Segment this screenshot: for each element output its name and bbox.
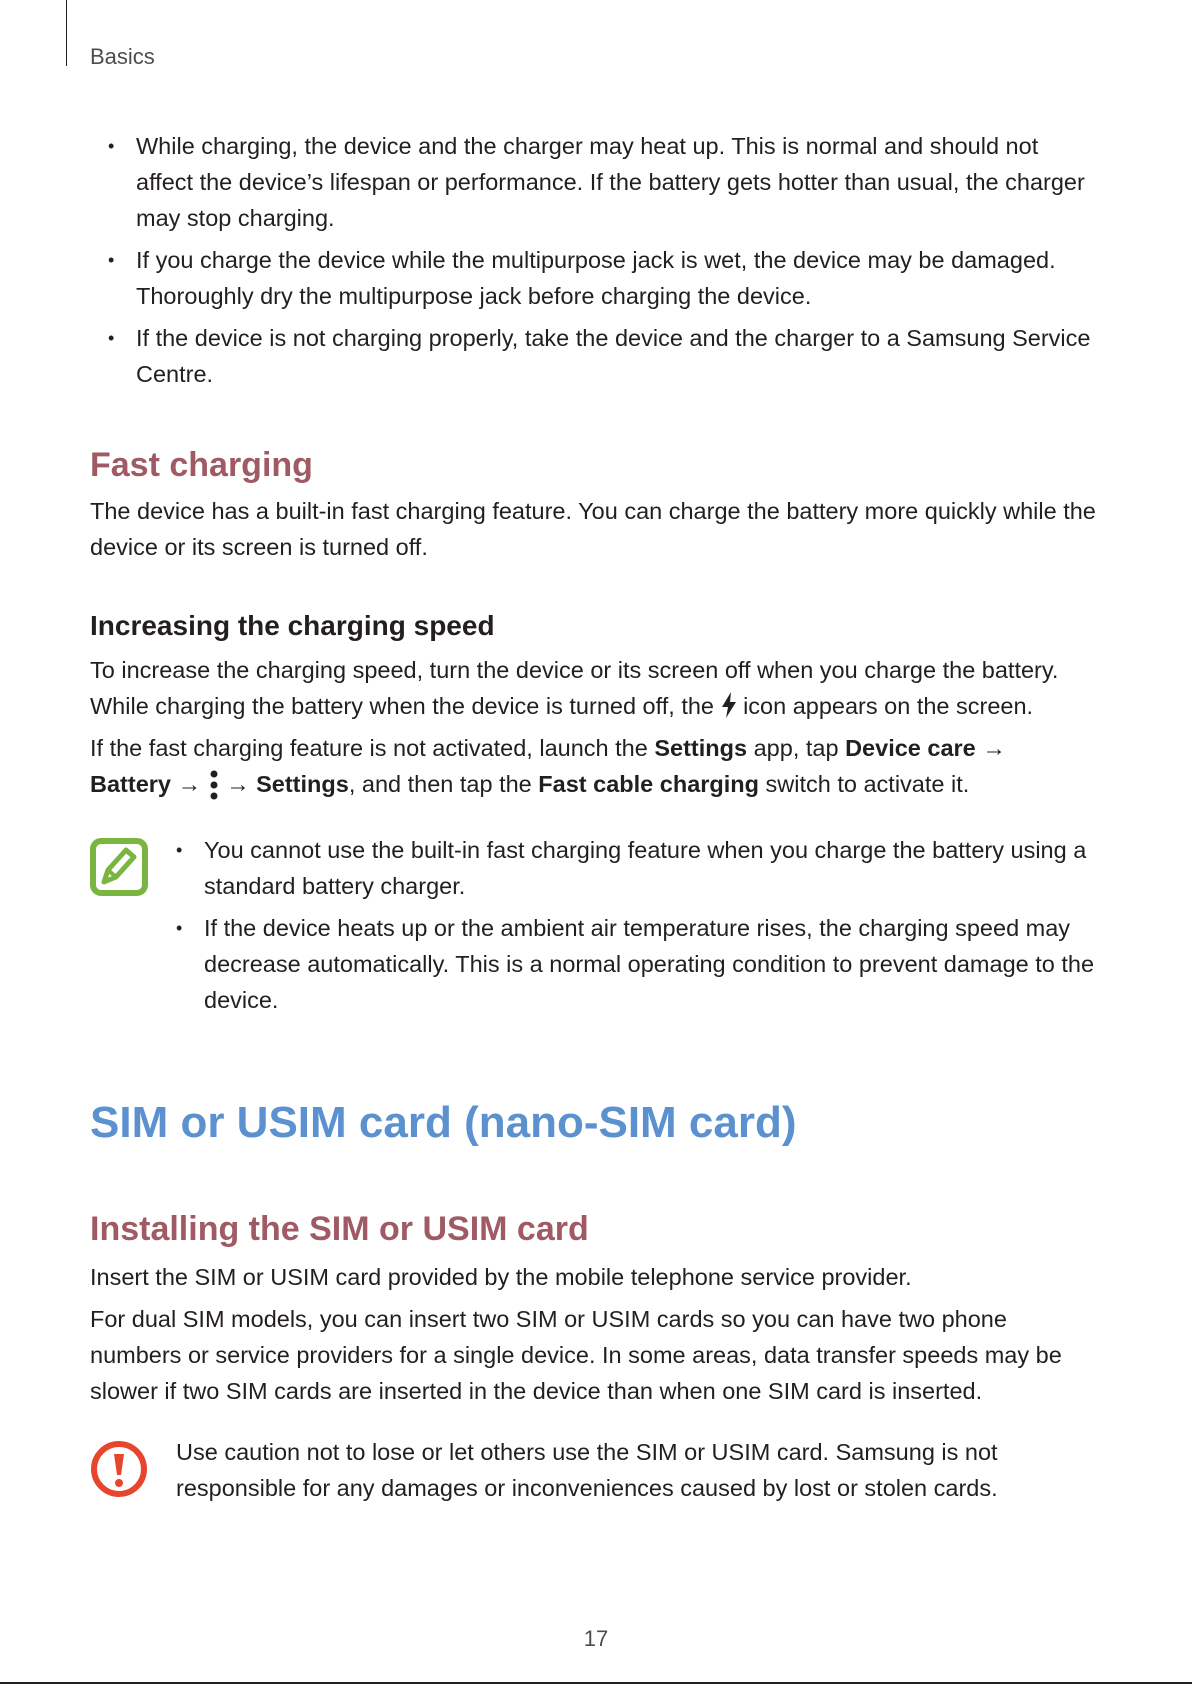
- header-section-label: Basics: [90, 44, 155, 69]
- list-item: • While charging, the device and the charger may heat up. This is normal and should not affect the device’s lifespan or performance. If the battery gets hotter than usual, the charger may stop charging.: [108, 133, 1085, 231]
- header-rule: [66, 0, 67, 66]
- chapter-title: SIM or USIM card (nano-SIM card): [90, 1098, 797, 1147]
- caution-note: [176, 1434, 1076, 1506]
- increasing-speed-paragraph: To increase the charging speed, turn the device or its screen off when you charge the battery. While charging the battery when the device is turned off, the icon appears on the screen.: [90, 657, 1059, 719]
- list-item: • If the device heats up or the ambient air temperature rises, the charging speed may decrease automatically. This is a normal operating condition to prevent damage to the device.: [176, 915, 1095, 1013]
- list-item: • You cannot use the built-in fast charging feature when you charge the battery using a standard battery charger.: [176, 837, 1087, 899]
- install-sim-paragraph-1: Insert the SIM or USIM card provided by the mobile telephone service provider.: [90, 1264, 912, 1290]
- increasing-speed-title: Increasing the charging speed: [90, 610, 495, 641]
- increasing-speed-section: [90, 610, 1120, 802]
- note-pencil-icon: [90, 838, 148, 896]
- sim-chapter: [90, 1098, 1120, 1148]
- activation-instructions: If the fast charging feature is not activated, launch the Settings app, tap Device care → Battery → → Settings, and then tap the Fast cable charging switch to activate it.: [90, 730, 1120, 802]
- more-options-icon: [208, 770, 220, 800]
- fast-charging-body: The device has a built-in fast charging feature. You can charge the battery more quickly while the device or its screen is turned off.: [90, 498, 1096, 560]
- caution-exclamation-icon: [90, 1440, 148, 1498]
- caution-text: Use caution not to lose or let others use the SIM or USIM card. Samsung is not responsible for any damages or inconveniences caused by lost or stolen cards.: [176, 1439, 998, 1501]
- list-item: • If the device is not charging properly, take the device and the charger to a Samsung Service Centre.: [108, 325, 1091, 387]
- lightning-bolt-icon: [721, 692, 737, 718]
- install-sim-section: [90, 1210, 1120, 1409]
- fast-charging-section: [90, 446, 1120, 565]
- intro-bullet-list: [90, 128, 1100, 398]
- note-bullet-list: [158, 832, 1108, 1024]
- install-sim-paragraph-2: For dual SIM models, you can insert two SIM or USIM cards so you can have two phone numbers or service providers for a single device. In some areas, data transfer speeds may be slower if two SIM cards are inserted in the device than when one SIM card is inserted.: [90, 1306, 1062, 1404]
- list-item: • If you charge the device while the multipurpose jack is wet, the device may be damaged. Thoroughly dry the multipurpose jack before charging the device.: [108, 247, 1056, 309]
- fast-charging-title: Fast charging: [90, 446, 313, 484]
- bottom-rule: [0, 1682, 1192, 1684]
- page-number: 17: [583, 1626, 609, 1651]
- install-sim-title: Installing the SIM or USIM card: [90, 1210, 589, 1248]
